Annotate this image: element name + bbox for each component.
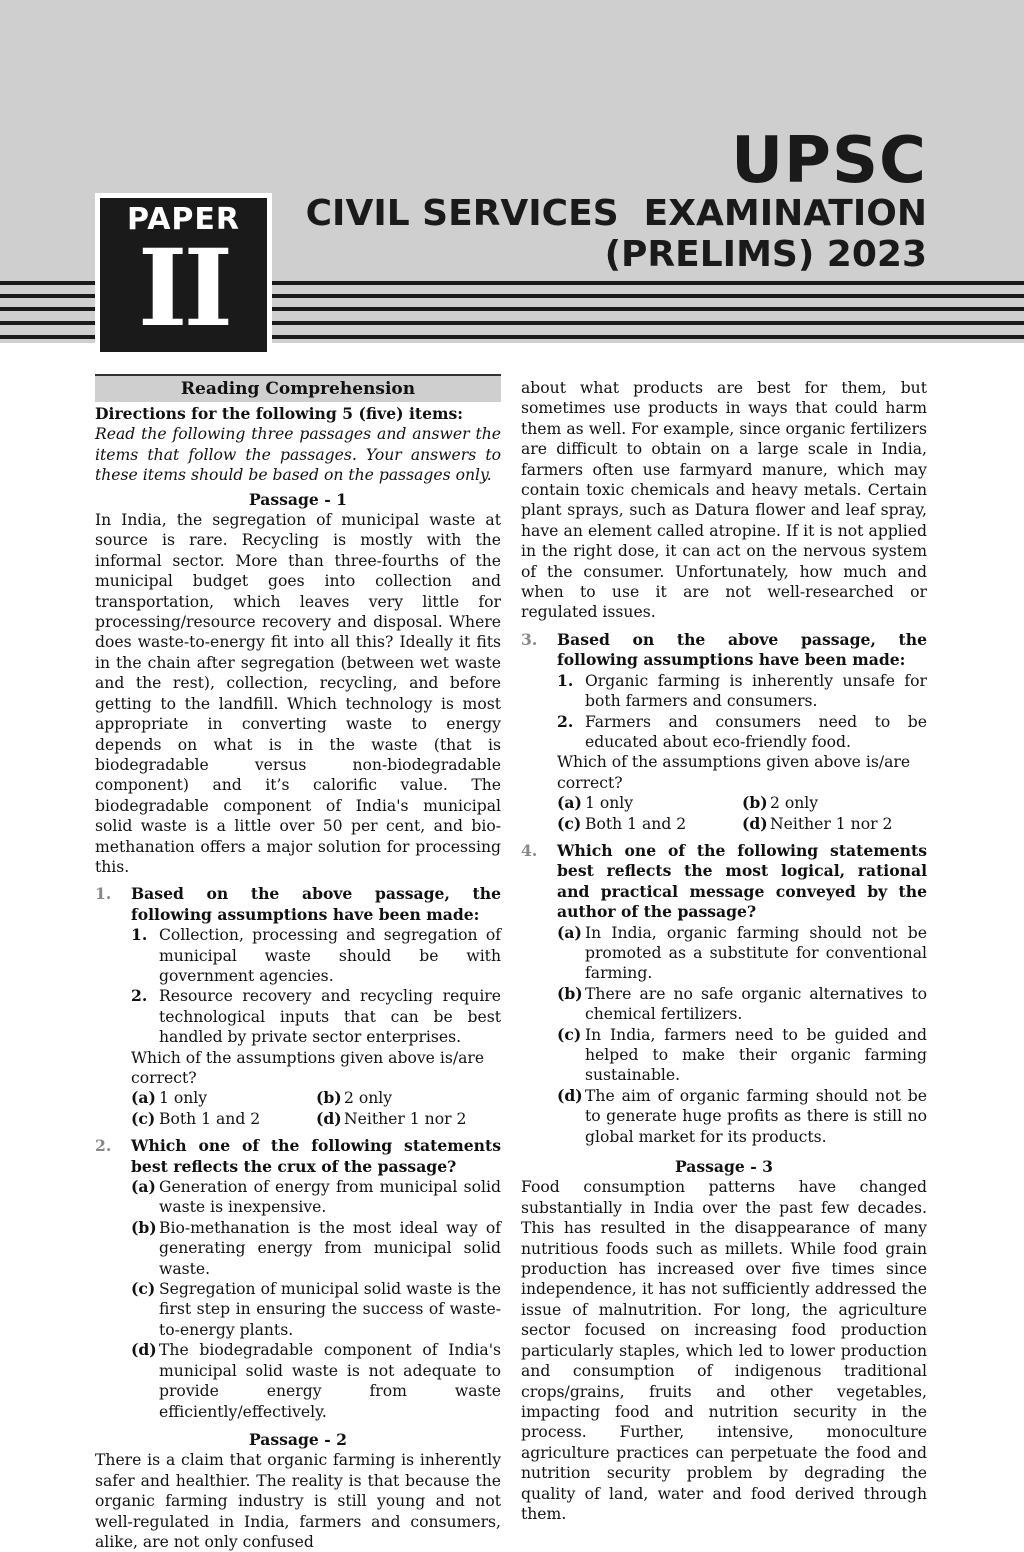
- option-text: In India, organic farming should not be promoted as a substitute for conventional farming.: [585, 923, 927, 983]
- option: [557, 793, 742, 813]
- assumption-text: Organic farming is inherently unsafe for both farmers and consumers.: [585, 671, 927, 711]
- question-1: [95, 884, 501, 1129]
- option: [557, 1086, 927, 1147]
- passage-3-text: Food consumption patterns have changed substantially in India over the past few decades. This has resulted in the disappearance of many nutritious foods such as millets. While food grain production has increased over five times since independence, it has not sufficiently addressed the issue of malnutrition. For long, the agriculture sector focused on increasing food production particularly staples, which led to lower production and consumption of indigenous traditional crops/grains, fruits and other vegetables, impacting food and nutrition security in the process. Further, intensive, monoculture agriculture practices can perpetuate the food and nutrition security problem by degrading the quality of land, water and food derived through them.: [521, 1178, 927, 1523]
- assumption-item: [131, 986, 501, 1047]
- option-label: (d): [131, 1340, 157, 1360]
- option-text: In India, farmers need to be guided and helped to make their organic farming sustainable.: [585, 1025, 927, 1085]
- option: [131, 1340, 501, 1422]
- option: [557, 814, 742, 834]
- option-text: 2 only: [344, 1089, 393, 1108]
- option-label: (c): [557, 1024, 582, 1044]
- assumption-text: Resource recovery and recycling require technological inputs that can be best handled by private sector enterprises.: [159, 987, 501, 1047]
- assumption-number: 1.: [131, 925, 148, 945]
- question-text: Which one of the following statements best reflects the most logical, rational and practical message conveyed by the author of the passage?: [557, 840, 927, 922]
- option-label: (a): [557, 793, 582, 813]
- option-label: (d): [316, 1108, 342, 1128]
- option-label: (c): [131, 1279, 156, 1299]
- question-number: 3.: [521, 629, 538, 649]
- paper-badge: [95, 193, 272, 357]
- question-prompt: Which of the assumptions given above is/are correct?: [557, 753, 911, 792]
- question-4: [521, 841, 927, 1147]
- option: [131, 1177, 501, 1218]
- badge-paper-numeral: II: [137, 225, 230, 350]
- question-text: Based on the above passage, the following assumptions have been made:: [557, 629, 927, 670]
- option-label: (b): [742, 793, 768, 813]
- exam-year: (PRELIMS) 2023: [604, 234, 927, 275]
- passage-1-title: Passage - 1: [248, 489, 348, 509]
- section-heading: Reading Comprehension: [95, 374, 501, 402]
- option: [557, 984, 927, 1025]
- option-label: (a): [131, 1177, 156, 1197]
- option: [316, 1088, 501, 1108]
- option-text: The aim of organic farming should not be to generate huge profits as there is still no global market for its products.: [585, 1086, 927, 1146]
- option: [316, 1109, 501, 1129]
- assumption-item: [557, 712, 927, 753]
- option-label: (a): [557, 922, 582, 942]
- option-label: (c): [557, 813, 582, 833]
- option: [742, 814, 927, 834]
- option: [131, 1088, 316, 1108]
- question-3: [521, 630, 927, 834]
- option-text: Neither 1 nor 2: [344, 1109, 467, 1128]
- question-text: Based on the above passage, the following assumptions have been made:: [131, 884, 501, 924]
- question-2: [95, 1136, 501, 1422]
- option: [131, 1279, 501, 1340]
- passage-2-text-part2: about what products are best for them, but sometimes use products in ways that could harm them as well. For example, since organic fertilizers are difficult to obtain on a large scale in India, farmers often use farmyard manure, which may contain toxic chemicals and heavy metals. Certain plant sprays, such as Datura flower and leaf spray, have an element called atropine. If it is not applied in the right dose, it can act on the nervous system of the consumer. Unfortunately, how much and when to use it are not well-researched or regulated issues.: [521, 379, 927, 622]
- option: [742, 793, 927, 813]
- page-title: UPSC: [731, 124, 927, 198]
- option-text: Segregation of municipal solid waste is the first step in ensuring the success of waste-to-energy plants.: [159, 1280, 501, 1339]
- option-text: Generation of energy from municipal solid waste is inexpensive.: [159, 1178, 501, 1217]
- option-text: 1 only: [585, 794, 634, 813]
- option-text: 1 only: [159, 1089, 208, 1108]
- question-number: 1.: [95, 884, 112, 904]
- directions-text: Read the following three passages and answer the items that follow the passages. Your answers to these items should be based on the passages only.: [95, 425, 501, 485]
- option-label: (d): [742, 813, 768, 833]
- option: [131, 1109, 316, 1129]
- option: [557, 1025, 927, 1086]
- right-column: [521, 378, 927, 1524]
- passage-2-title: Passage - 2: [248, 1429, 348, 1449]
- option-label: (a): [131, 1088, 156, 1108]
- passage-3-title: Passage - 3: [674, 1157, 774, 1177]
- option-text: 2 only: [770, 794, 819, 813]
- passage-2-text-part1: There is a claim that organic farming is inherently safer and healthier. The reality is that because the organic farming industry is still young and not well-regulated in India, farmers and consumers, alike, are not only confused: [95, 1451, 501, 1551]
- option: [557, 923, 927, 984]
- assumption-number: 1.: [557, 670, 574, 690]
- option-text: The biodegradable component of India's municipal solid waste is not adequate to provide energy from waste efficiently/effectively.: [159, 1341, 501, 1421]
- options-grid: [557, 793, 927, 834]
- option-text: Both 1 and 2: [159, 1109, 261, 1128]
- directions-heading: Directions for the following 5 (five) items:: [95, 404, 464, 423]
- question-number: 4.: [521, 840, 538, 860]
- assumption-number: 2.: [131, 986, 148, 1006]
- option-text: Bio-methanation is the most ideal way of generating energy from municipal solid waste.: [159, 1218, 501, 1278]
- exam-title: CIVIL SERVICES EXAMINATION: [305, 193, 927, 234]
- options-grid: [131, 1088, 501, 1129]
- assumption-text: Collection, processing and segregation of municipal waste should be with government agencies.: [159, 926, 501, 985]
- option-label: (b): [316, 1088, 342, 1108]
- passage-1-text: In India, the segregation of municipal waste at source is rare. Recycling is mostly with the informal sector. More than three-fourths of the municipal budget goes into collection and transportation, which leaves very little for processing/resource recovery and disposal. Where does waste-to-energy fit into all this? Ideally it fits in the chain after segregation (between wet waste and the rest), collection, recycling, and before getting to the landfill. Which technology is most appropriate in converting waste to energy depends on what is in the waste (that is biodegradable versus non-biodegradable component) and it’s calorific value. The biodegradable component of India's municipal solid waste is a little over 50 per cent, and bio-methanation offers a major solution for processing this.: [95, 511, 501, 876]
- option-label: (b): [557, 983, 583, 1003]
- left-column: [95, 374, 501, 1552]
- assumption-item: [131, 925, 501, 986]
- option-label: (d): [557, 1085, 583, 1105]
- option-text: There are no safe organic alternatives to chemical fertilizers.: [585, 984, 927, 1024]
- question-number: 2.: [95, 1136, 112, 1156]
- assumption-text: Farmers and consumers need to be educated about eco-friendly food.: [585, 712, 927, 751]
- badge-paper-label: PAPER: [126, 202, 241, 237]
- option: [131, 1218, 501, 1279]
- assumption-item: [557, 671, 927, 712]
- option-label: (c): [131, 1108, 156, 1128]
- assumption-number: 2.: [557, 711, 574, 731]
- option-text: Both 1 and 2: [585, 814, 687, 833]
- question-prompt: Which of the assumptions given above is/are correct?: [131, 1048, 485, 1087]
- option-label: (b): [131, 1217, 157, 1237]
- option-text: Neither 1 nor 2: [770, 814, 893, 833]
- question-text: Which one of the following statements best reflects the crux of the passage?: [131, 1136, 501, 1176]
